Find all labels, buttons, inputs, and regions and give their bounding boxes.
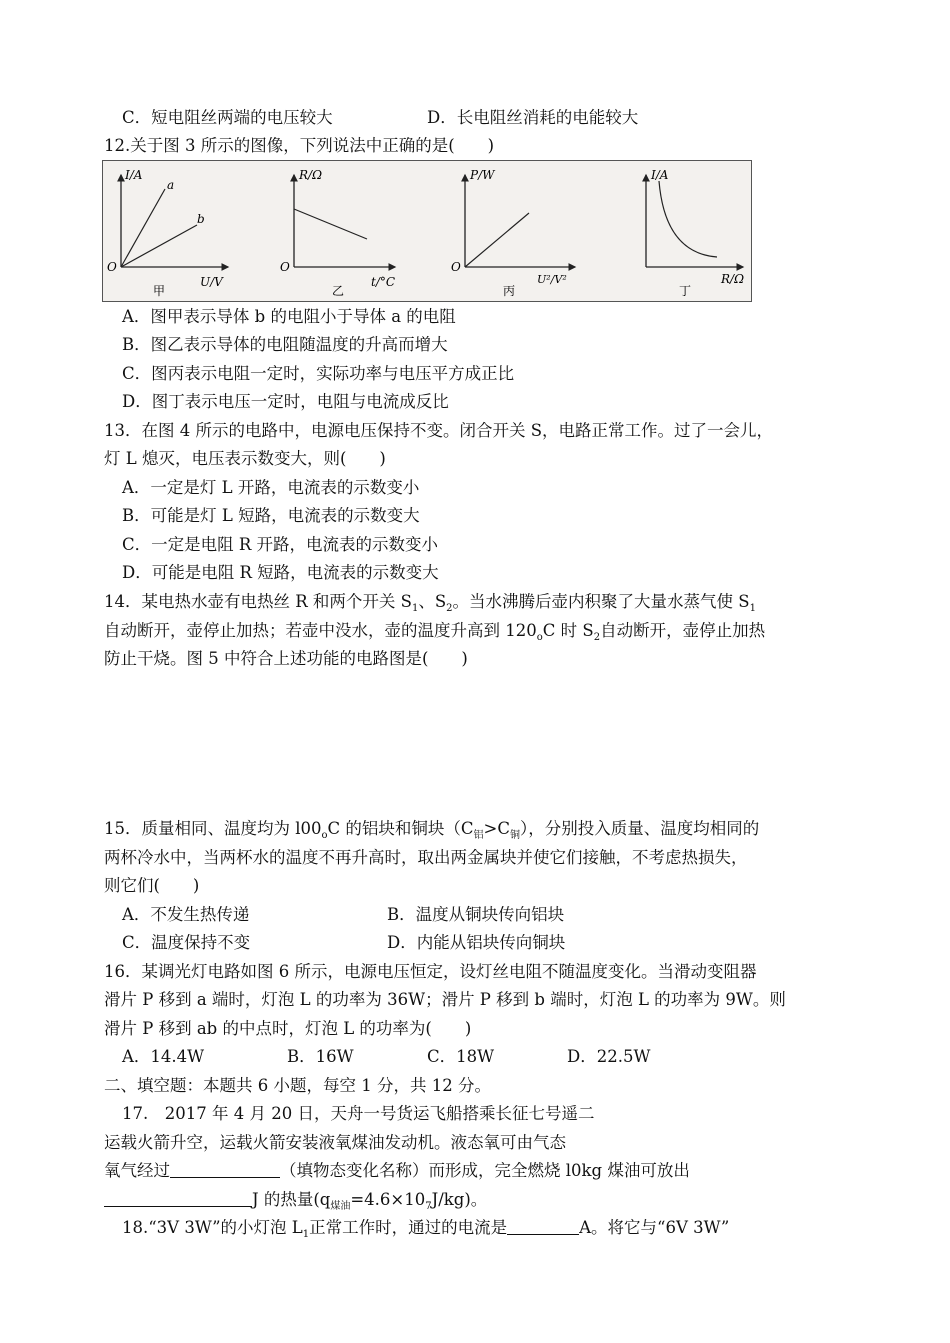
q16-option-c: C．18W <box>427 1047 495 1066</box>
q13-option-a: A．一定是灯 L 开路，电流表的示数变小 <box>122 478 420 497</box>
q13-option-d: D．可能是电阻 R 短路，电流表的示数变大 <box>122 563 439 582</box>
jia-name: 甲 <box>153 284 166 298</box>
q15-option-b: B．温度从铜块传向铝块 <box>387 905 565 924</box>
q11-option-d: D．长电阻丝消耗的电能较大 <box>427 108 639 127</box>
q15-stem-line3: 则它们( ) <box>104 876 200 895</box>
section-2-heading: 二、填空题：本题共 6 小题，每空 1 分，共 12 分。 <box>104 1076 491 1095</box>
q13-option-c: C．一定是电阻 R 开路，电流表的示数变小 <box>122 535 439 554</box>
q15-stem-line1: 15．质量相同、温度均为 $l00_oC$ 的铝块和铜块$(C_铝>C_铜)$，分别投入质量、温度均相同的 <box>104 819 760 841</box>
q17-line1: 17. 2017 年 4 月 20 日，天舟一号货运飞船搭乘长征七号遥二 <box>122 1104 595 1123</box>
graph-yi <box>280 168 395 298</box>
q16-option-a: A．14.4W <box>122 1047 205 1066</box>
bing-origin: O <box>451 260 461 274</box>
figure-3-graphs <box>102 160 752 302</box>
q14-stem-line2: 自动断开，壶停止加热；若壶中没水，壶的温度升高到 $120_oC$ 时 $S_2$自动断开，壶停止加热 <box>104 621 766 643</box>
q16-option-b: B．16W <box>287 1047 354 1066</box>
q12-option-d: D．图丁表示电压一定时，电阻与电流成反比 <box>122 392 449 411</box>
q12-option-a: A．图甲表示导体 b 的电阻小于导体 a 的电阻 <box>122 307 456 326</box>
bing-ylabel: P/W <box>470 168 495 182</box>
q17-line2: 运载火箭升空，运载火箭安装液氧煤油发动机。液态氧可由气态 <box>104 1133 566 1152</box>
line-p-u2 <box>465 213 529 267</box>
yi-name: 乙 <box>332 284 345 298</box>
q16-stem-line1: 16．某调光灯电路如图 6 所示，电源电压恒定，设灯丝电阻不随温度变化。当滑动变阻器 <box>104 962 757 981</box>
q14-stem-line3: 防止干烧。图 5 中符合上述功能的电路图是( ) <box>104 649 468 668</box>
q15-option-a: A．不发生热传递 <box>122 905 250 924</box>
jia-label-b: b <box>197 212 205 226</box>
jia-xlabel: U/V <box>200 275 223 289</box>
figure-3-svg <box>103 161 751 301</box>
yi-origin: O <box>280 260 290 274</box>
graph-bing <box>451 168 575 298</box>
q16-stem-line3: 滑片 P 移到 ab 的中点时，灯泡 L 的功率为( ) <box>104 1019 472 1038</box>
ding-ylabel: I/A <box>651 168 669 182</box>
yi-ylabel: R/Ω <box>299 168 323 182</box>
q15-option-c: C．温度保持不变 <box>122 933 251 952</box>
q15-stem-line2: 两杯冷水中，当两杯水的温度不再升高时，取出两金属块并使它们接触，不考虑热损失， <box>104 848 748 867</box>
q18-line1: 18.“3V 3W”的小灯泡 $L_1$正常工作时，通过的电流是 A。将它与“6V 3W” <box>122 1218 730 1240</box>
q11-option-c: C．短电阻丝两端的电压较大 <box>122 108 333 127</box>
yi-xlabel: t/°C <box>371 275 396 289</box>
q17-blank-1[interactable] <box>170 1161 280 1178</box>
q13-option-b: B．可能是灯 L 短路，电流表的示数变大 <box>122 506 420 525</box>
q17-blank-2[interactable] <box>104 1190 252 1207</box>
ding-xlabel: R/Ω <box>721 272 745 286</box>
bing-name: 丙 <box>503 284 516 298</box>
q17-line3: 氧气经过 （填物态变化名称）而形成，完全燃烧 l0kg 煤油可放出 <box>104 1161 690 1180</box>
q14-stem-line1: 14．某电热水壶有电热丝 R 和两个开关 $S_1$、$S_2$。当水沸腾后壶内积聚了大量水蒸气使 $S_1$ <box>104 592 756 614</box>
q16-option-d: D．22.5W <box>567 1047 651 1066</box>
q13-stem-line1: 13．在图 4 所示的电路中，电源电压保持不变。闭合开关 S，电路正常工作。过了一会儿， <box>104 421 774 440</box>
q17-line4: J 的热量$(q_{煤油}=4.6\times 10_7J/kg)$。 <box>104 1189 487 1218</box>
jia-ylabel: I/A <box>125 168 143 182</box>
q16-stem-line2: 滑片 P 移到 a 端时，灯泡 L 的功率为 36W；滑片 P 移到 b 端时，灯泡 L 的功率为 9W。则 <box>104 990 786 1009</box>
q12-stem: 12.关于图 3 所示的图像，下列说法中正确的是( ) <box>104 136 495 155</box>
q12-option-c: C．图丙表示电阻一定时，实际功率与电压平方成正比 <box>122 364 515 383</box>
graph-jia <box>107 168 228 298</box>
bing-xlabel: U²/V² <box>537 273 567 286</box>
q13-stem-line2: 灯 L 熄灭，电压表示数变大，则( ) <box>104 449 386 468</box>
q18-blank-1[interactable] <box>507 1218 579 1235</box>
q15-option-d: D．内能从铝块传向铜块 <box>387 933 566 952</box>
line-r-t <box>294 209 367 239</box>
ding-name: 丁 <box>679 284 692 298</box>
curve-i-r <box>659 181 717 257</box>
q12-option-b: B．图乙表示导体的电阻随温度的升高而增大 <box>122 335 448 354</box>
jia-label-a: a <box>167 178 175 192</box>
graph-ding <box>646 168 744 298</box>
jia-origin: O <box>107 260 117 274</box>
